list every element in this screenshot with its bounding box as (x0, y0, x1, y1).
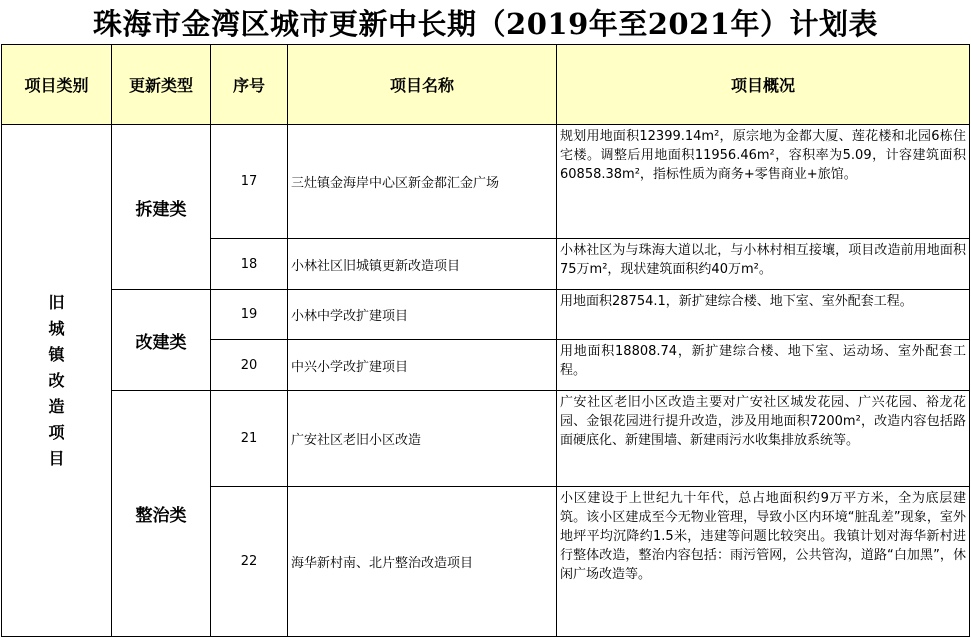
header-overview: 项目概况 (557, 45, 970, 125)
name-cell: 广安社区老旧小区改造 (288, 391, 557, 487)
table-header-row (2, 45, 970, 125)
seq-cell: 20 (211, 340, 288, 391)
plan-table (1, 44, 970, 637)
overview-cell: 广安社区老旧小区改造主要对广安社区城发花园、广兴花园、裕龙花园、金银花园进行提升改造，涉及用地面积7200m²，改造内容包括路面硬底化、新建围墙、新建雨污水收集排放系统等。 (557, 391, 970, 487)
name-cell: 小林中学改扩建项目 (288, 290, 557, 340)
name-cell: 小林社区旧城镇更新改造项目 (288, 239, 557, 290)
seq-cell: 17 (211, 125, 288, 239)
overview-cell: 用地面积28754.1，新扩建综合楼、地下室、室外配套工程。 (557, 290, 970, 340)
header-name: 项目名称 (288, 45, 557, 125)
name-cell: 中兴小学改扩建项目 (288, 340, 557, 391)
seq-cell: 22 (211, 487, 288, 637)
overview-cell: 规划用地面积12399.14m²，原宗地为金都大厦、莲花楼和北园6栋住宅楼。调整后用地面积11956.46m²，容积率为5.09，计容建筑面积60858.38m²，指标性质为商务+零售商业+旅馆。 (557, 125, 970, 239)
page-title: 珠海市金湾区城市更新中长期（2019年至2021年）计划表 (93, 6, 878, 41)
seq-cell: 18 (211, 239, 288, 290)
table-row (2, 391, 970, 487)
overview-cell: 用地面积18808.74，新扩建综合楼、地下室、运动场、室外配套工程。 (557, 340, 970, 391)
table-row (2, 290, 970, 340)
seq-cell: 21 (211, 391, 288, 487)
table-row (2, 125, 970, 239)
type-rebuild: 改建类 (112, 290, 211, 391)
type-renovate: 整治类 (112, 391, 211, 637)
header-category: 项目类别 (2, 45, 112, 125)
header-seq: 序号 (211, 45, 288, 125)
name-cell: 三灶镇金海岸中心区新金都汇金广场 (288, 125, 557, 239)
name-cell: 海华新村南、北片整治改造项目 (288, 487, 557, 637)
type-demolish: 拆建类 (112, 125, 211, 290)
overview-cell: 小林社区为与珠海大道以北，与小林村相互接壤，项目改造前用地面积75万m²，现状建筑面积约40万m²。 (557, 239, 970, 290)
overview-cell: 小区建设于上世纪九十年代，总占地面积约9万平方米，全为底层建筑。该小区建成至今无物业管理，导致小区内环境“脏乱差”现象，室外地坪平均沉降约1.5米，违建等问题比较突出。我镇计划对海华新村进行整体改造，整治内容包括：雨污管网，公共管沟，道路“白加黑”，休闲广场改造等。 (557, 487, 970, 637)
header-update-type: 更新类型 (112, 45, 211, 125)
seq-cell: 19 (211, 290, 288, 340)
category-label: 旧城镇改造项目 (48, 292, 65, 468)
category-cell (2, 125, 112, 637)
